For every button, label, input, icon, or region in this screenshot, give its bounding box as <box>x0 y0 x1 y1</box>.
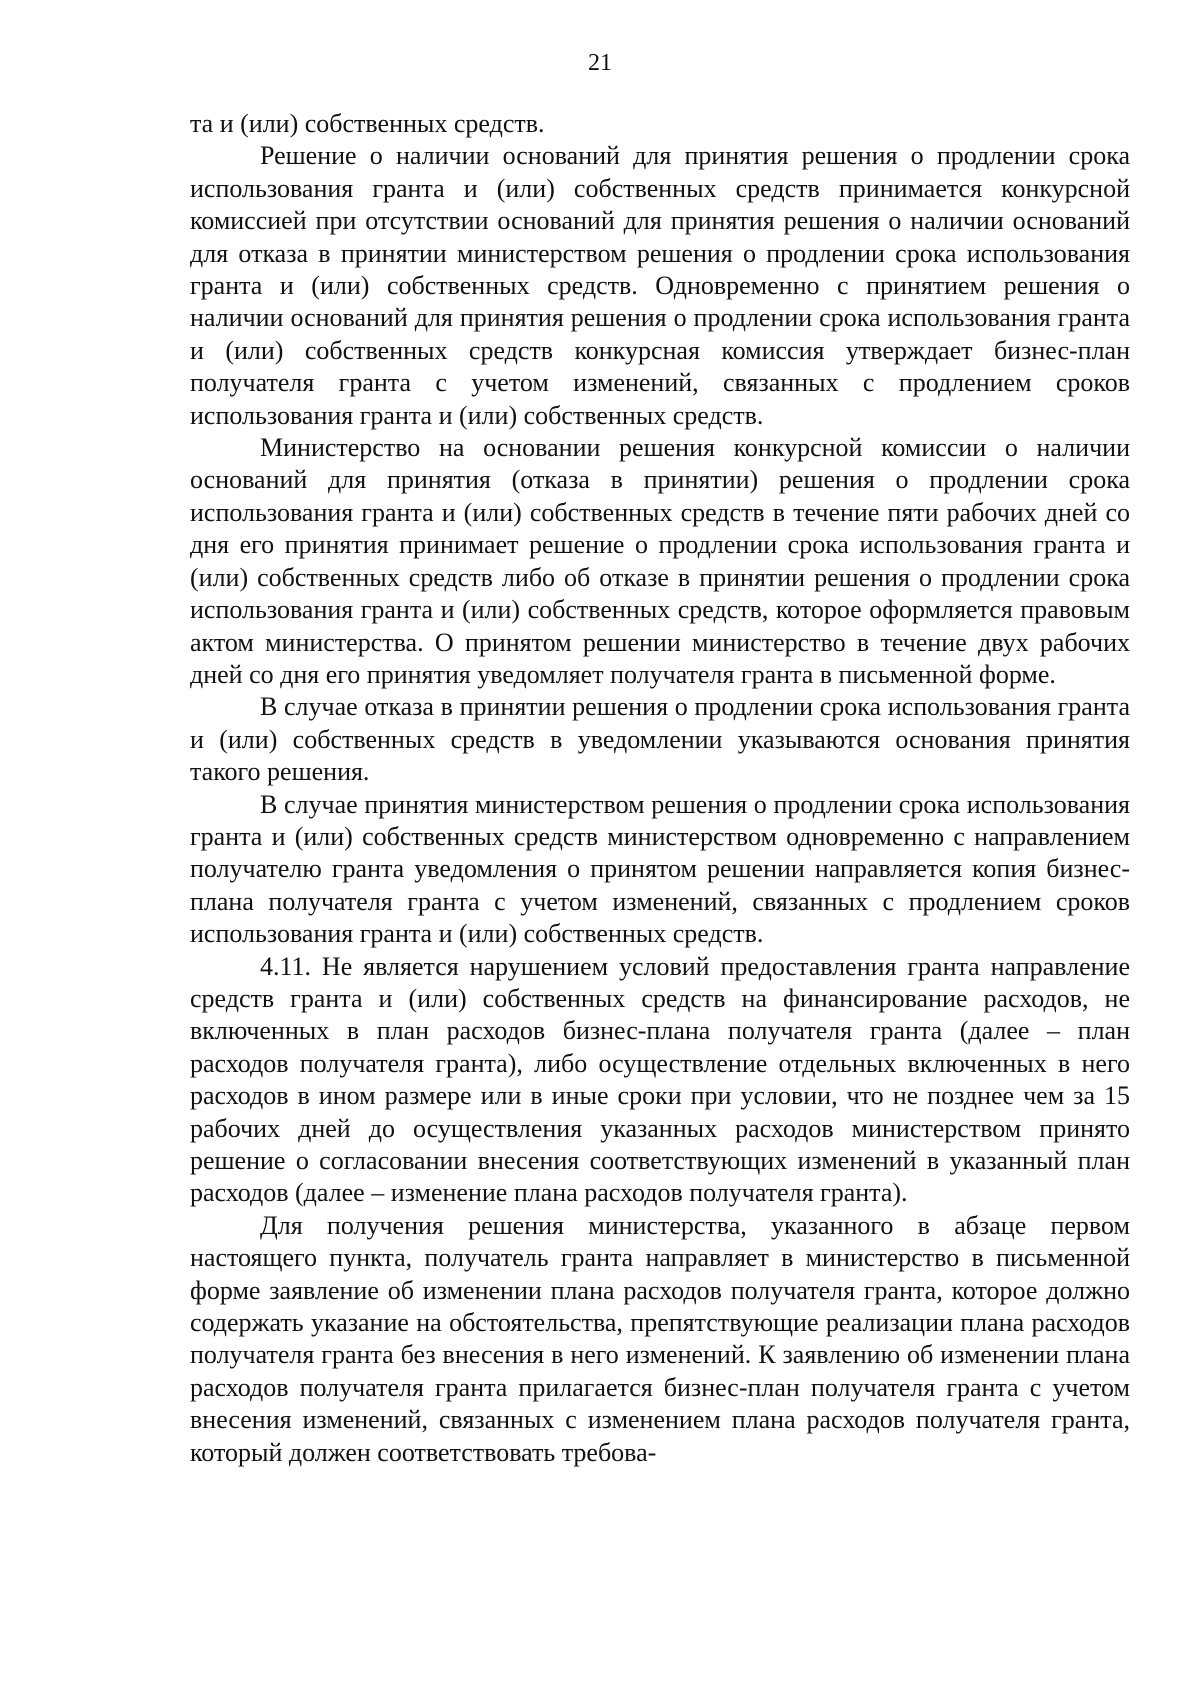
paragraph: В случае принятия министерством решения о продлении срока использования гранта и (или) собственных средств министерством одновременно с направлением получателю гранта уведомления о принятом решении направляется копия бизнес-плана получателя гранта с учетом изменений, связанных с продлением сроков использования гранта и (или) собственных средств. <box>190 789 1130 949</box>
paragraph: Министерство на основании решения конкурсной комиссии о наличии оснований для принятия (отказа в принятии) решения о продлении срока использования гранта и (или) собственных средств в течение пяти рабочих дней со дня его принятия принимает решение о продлении срока использования гранта и (или) собственных средств либо об отказе в принятии решения о продлении срока использования гранта и (или) собственных средств, которое оформляется правовым актом министерства. О принятом решении министерство в течение двух рабочих дней со дня его принятия уведомляет получателя гранта в письменной форме. <box>190 433 1130 689</box>
paragraph: Для получения решения министерства, указанного в абзаце первом настоящего пункта, получатель гранта направляет в министерство в письменной форме заявление об изменении плана расходов получателя гранта, которое должно содержать указание на обстоятельства, препятствующие реализации плана расходов получателя гранта без внесения в него изменений. К заявлению об изменении плана расходов получателя гранта прилагается бизнес-план получателя гранта с учетом внесения изменений, связанных с изменением плана расходов получателя гранта, который должен соответствовать требова- <box>190 1210 1130 1467</box>
paragraph: Решение о наличии оснований для принятия решения о продлении срока использования гранта и (или) собственных средств принимается конкурсной комиссией при отсутствии оснований для принятия решения о наличии оснований для отказа в принятии министерством решения о продлении срока использования гранта и (или) собственных средств. Одновременно с принятием решения о наличии оснований для принятия решения о продлении срока использования гранта и (или) собственных средств конкурсная комиссия утверждает бизнес-план получателя гранта с учетом изменений, связанных с продлением сроков использования гранта и (или) собственных средств. <box>190 141 1130 430</box>
paragraph-4-11: 4.11. Не является нарушением условий предоставления гранта направление средств гранта и (или) собственных средств на финансирование расходов, не включенных в план расходов бизнес-плана получателя гранта (далее – план расходов получателя гранта), либо осуществление отдельных включенных в него расходов в ином размере или в иные сроки при условии, что не позднее чем за 15 рабочих дней до осуществления указанных расходов министерством принято решение о согласовании внесения соответствующих изменений в указанный план расходов (далее – изменение плана расходов получателя гранта). <box>190 951 1130 1208</box>
page-number: 21 <box>588 50 612 76</box>
paragraph: В случае отказа в принятии решения о продлении срока использования гранта и (или) собственных средств в уведомлении указываются основания принятия такого решения. <box>190 692 1130 787</box>
document-body <box>190 108 1130 1469</box>
paragraph-continuation: та и (или) собственных средств. <box>190 109 545 138</box>
